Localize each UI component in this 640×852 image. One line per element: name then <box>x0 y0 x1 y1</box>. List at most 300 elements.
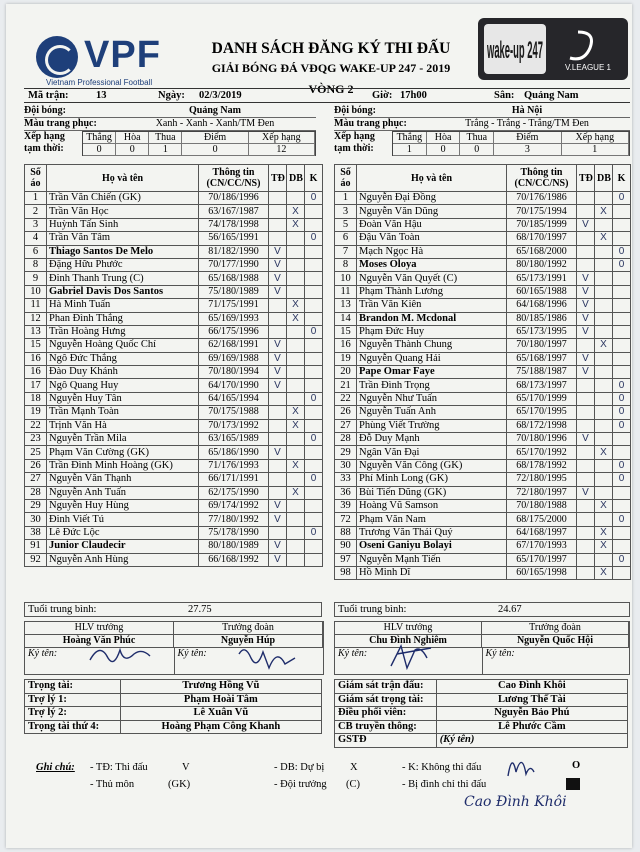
player-name: Hà Minh Tuấn <box>47 299 199 312</box>
player-name: Nguyễn Văn Dũng <box>357 205 507 218</box>
player-name: Đặng Hữu Phước <box>47 258 199 271</box>
official-label: Giám sát trọng tài: <box>335 693 437 707</box>
player-name: Phan Đình Thắng <box>47 312 199 325</box>
mark-k <box>613 325 631 338</box>
player-number: 10 <box>25 285 47 298</box>
player-name: Huỳnh Tấn Sinh <box>47 218 199 231</box>
mark-td: V <box>269 352 287 365</box>
mark-td: V <box>577 325 595 338</box>
mark-db <box>287 352 305 365</box>
player-name: Đỗ Duy Mạnh <box>357 433 507 446</box>
mark-db: X <box>595 205 613 218</box>
player-number: 16 <box>335 339 357 352</box>
mark-db <box>287 325 305 338</box>
mark-db <box>595 459 613 472</box>
table-row <box>25 486 323 499</box>
table-row <box>335 419 631 432</box>
mark-td <box>577 205 595 218</box>
note-ban: - Bị đình chỉ thi đấu <box>402 779 487 790</box>
table-row <box>335 339 631 352</box>
col-id-a: Thông tin <box>520 167 563 178</box>
mark-td <box>577 459 595 472</box>
col-no-a: Số <box>340 167 351 178</box>
player-number: 6 <box>335 232 357 245</box>
table-row <box>25 352 323 365</box>
mark-td <box>577 526 595 539</box>
player-number: 22 <box>335 392 357 405</box>
note-gk: - Thủ môn <box>90 779 135 790</box>
official-row <box>25 693 322 707</box>
table-row <box>335 459 631 472</box>
home-stats-grid <box>82 131 316 156</box>
mark-db <box>595 299 613 312</box>
mark-td <box>577 446 595 459</box>
mark-td <box>577 406 595 419</box>
mark-td <box>577 245 595 258</box>
note-db: - DB: Dự bị <box>274 762 325 773</box>
table-row <box>25 366 323 379</box>
player-name: Trần Mạnh Toàn <box>47 406 199 419</box>
player-number: 11 <box>335 285 357 298</box>
table-row <box>25 205 323 218</box>
mark-k <box>613 352 631 365</box>
mark-k <box>305 272 323 285</box>
table-row <box>335 486 631 499</box>
rank-label-line1: Xếp hạng <box>24 131 65 142</box>
table-row <box>335 232 631 245</box>
mark-k: 0 <box>305 473 323 486</box>
mark-k: 0 <box>613 379 631 392</box>
col-db: DB <box>595 165 613 192</box>
player-info: 68/170/1997 <box>507 232 577 245</box>
player-info: 62/168/1991 <box>199 339 269 352</box>
player-number: 26 <box>335 406 357 419</box>
roster-header-row <box>335 165 631 192</box>
official-row <box>25 720 322 734</box>
mark-k: 0 <box>613 192 631 205</box>
match-time: 17h00 <box>400 90 427 101</box>
player-name: Phạm Văn Cường (GK) <box>47 446 199 459</box>
away-leader-sign <box>483 648 630 674</box>
col-name: Họ và tên <box>47 165 199 192</box>
mark-db: X <box>595 540 613 553</box>
away-avg-age-value: 24.67 <box>498 604 522 615</box>
mark-db: X <box>595 232 613 245</box>
away-stat-value: 1 <box>393 144 427 156</box>
player-info: 75/188/1987 <box>507 366 577 379</box>
col-id <box>199 165 269 192</box>
round-label: VÒNG 2 <box>308 82 354 96</box>
home-avg-age <box>24 602 322 617</box>
player-name: Đoàn Văn Hậu <box>357 218 507 231</box>
mark-td <box>269 312 287 325</box>
away-coach-name: Chu Đình Nghiêm <box>335 635 482 648</box>
player-info: 80/180/1992 <box>507 258 577 271</box>
mark-db <box>595 553 613 566</box>
player-number: 6 <box>25 245 47 258</box>
stat-header: Xếp hạng <box>562 132 629 144</box>
mark-td: V <box>577 486 595 499</box>
official-row <box>335 693 628 707</box>
mark-k <box>613 285 631 298</box>
mark-db <box>595 245 613 258</box>
mark-db <box>595 272 613 285</box>
player-name: Ngô Quang Huy <box>47 379 199 392</box>
mark-k <box>305 339 323 352</box>
col-k: K <box>305 165 323 192</box>
mark-db <box>595 513 613 526</box>
table-row <box>25 446 323 459</box>
player-info: 66/171/1991 <box>199 473 269 486</box>
mark-td <box>269 526 287 539</box>
mark-db <box>595 486 613 499</box>
official-row <box>335 720 628 734</box>
player-name: Trần Văn Chiến (GK) <box>47 192 199 205</box>
mark-db <box>595 285 613 298</box>
mark-db: X <box>287 312 305 325</box>
player-info: 64/170/1990 <box>199 379 269 392</box>
mark-k <box>305 406 323 419</box>
mark-k <box>305 205 323 218</box>
official-name: Phạm Hoài Tâm <box>120 693 321 707</box>
player-info: 70/185/1999 <box>507 218 577 231</box>
table-row <box>335 258 631 271</box>
player-number: 28 <box>25 486 47 499</box>
col-id-b: (CN/CC/NS) <box>514 178 569 189</box>
mark-k <box>305 366 323 379</box>
sign-label: Ký tên: <box>177 648 207 659</box>
note-c-mark: (C) <box>346 779 360 790</box>
player-info: 68/172/1998 <box>507 419 577 432</box>
player-number: 15 <box>25 339 47 352</box>
mark-td <box>577 540 595 553</box>
match-no-label: Mã trận: <box>28 90 69 101</box>
home-stat-value: 0 <box>116 144 149 156</box>
table-row <box>335 473 631 486</box>
mark-td: V <box>577 218 595 231</box>
vpf-logo-text: VPF <box>84 34 161 76</box>
mark-db: X <box>595 339 613 352</box>
mark-k <box>305 218 323 231</box>
mark-db <box>287 526 305 539</box>
mark-db <box>287 232 305 245</box>
table-row <box>335 406 631 419</box>
home-stat-value: 0 <box>83 144 116 156</box>
mark-k <box>613 339 631 352</box>
player-name: Phạm Đức Huy <box>357 325 507 338</box>
player-number: 27 <box>335 419 357 432</box>
player-name: Nguyễn Anh Tuấn <box>47 486 199 499</box>
mark-k: 0 <box>305 192 323 205</box>
player-number: 12 <box>25 312 47 325</box>
stat-header: Hòa <box>116 132 149 144</box>
player-number: 4 <box>25 232 47 245</box>
player-info: 65/186/1990 <box>199 446 269 459</box>
mark-td <box>269 192 287 205</box>
mark-k: 0 <box>613 245 631 258</box>
stadium-label: Sân: <box>494 90 515 101</box>
col-no-b: áo <box>340 178 351 189</box>
table-row <box>25 339 323 352</box>
table-row <box>335 299 631 312</box>
mark-k: 0 <box>613 419 631 432</box>
player-info: 71/176/1993 <box>199 459 269 472</box>
home-kit: Xanh - Xanh - Xanh/TM Đen <box>155 118 275 130</box>
away-stats-grid <box>392 131 630 156</box>
player-name: Bùi Tiến Dũng (GK) <box>357 486 507 499</box>
mark-td <box>577 499 595 512</box>
mark-td <box>269 406 287 419</box>
mark-db <box>287 392 305 405</box>
player-info: 72/180/1997 <box>507 486 577 499</box>
notes-title: Ghi chú: <box>36 762 75 773</box>
mark-db <box>595 258 613 271</box>
player-info: 65/168/2000 <box>507 245 577 258</box>
player-name: Nguyễn Văn Quyết (C) <box>357 272 507 285</box>
col-no-a: Số <box>30 167 41 178</box>
mark-db: X <box>287 299 305 312</box>
mark-db <box>287 473 305 486</box>
mark-k <box>305 312 323 325</box>
table-row <box>25 272 323 285</box>
mark-db <box>287 379 305 392</box>
player-name: Đinh Thanh Trung (C) <box>47 272 199 285</box>
player-info: 63/165/1989 <box>199 433 269 446</box>
mark-db: X <box>287 218 305 231</box>
mark-td <box>269 205 287 218</box>
col-name: Họ và tên <box>357 165 507 192</box>
player-info: 70/186/1996 <box>199 192 269 205</box>
mark-db <box>287 366 305 379</box>
mark-db <box>595 325 613 338</box>
table-row <box>335 192 631 205</box>
official-row <box>335 734 628 748</box>
official-row <box>335 707 628 721</box>
player-info: 75/178/1990 <box>199 526 269 539</box>
mark-db: X <box>595 566 613 579</box>
kit-label: Màu trang phục: <box>24 118 97 130</box>
player-name: Trương Văn Thái Quý <box>357 526 507 539</box>
note-db-mark: X <box>350 762 358 773</box>
player-number: 8 <box>335 258 357 271</box>
home-coach-sign <box>25 648 175 674</box>
player-number: 36 <box>335 486 357 499</box>
mark-db <box>287 540 305 553</box>
table-row <box>25 232 323 245</box>
player-name: Mạch Ngọc Hà <box>357 245 507 258</box>
player-name: Hồ Minh Dĩ <box>357 566 507 579</box>
official-label: GSTĐ <box>335 734 437 748</box>
mark-k <box>305 513 323 526</box>
player-number: 17 <box>25 379 47 392</box>
player-number: 3 <box>25 218 47 231</box>
home-avg-age-value: 27.75 <box>188 604 212 615</box>
handwritten-name: Cao Đình Khôi <box>464 794 567 810</box>
mark-td: V <box>269 258 287 271</box>
player-number: 91 <box>25 540 47 553</box>
player-name: Nguyễn Thành Chung <box>357 339 507 352</box>
stat-header: Hòa <box>427 132 461 144</box>
home-coach-signature <box>85 640 155 672</box>
player-number: 20 <box>335 366 357 379</box>
table-row <box>25 192 323 205</box>
player-info: 74/178/1998 <box>199 218 269 231</box>
official-label: Giám sát trận đấu: <box>335 680 437 694</box>
mark-td <box>269 433 287 446</box>
col-id-a: Thông tin <box>212 167 255 178</box>
mark-k: 0 <box>613 473 631 486</box>
official-label: Trợ lý 1: <box>25 693 121 707</box>
mark-k: 0 <box>613 459 631 472</box>
mark-db: X <box>595 499 613 512</box>
table-row <box>335 352 631 365</box>
mark-db <box>595 406 613 419</box>
table-row <box>335 312 631 325</box>
table-row <box>335 526 631 539</box>
mark-k <box>613 446 631 459</box>
player-number: 72 <box>335 513 357 526</box>
player-number: 13 <box>25 325 47 338</box>
sign-label: Ký tên: <box>338 648 368 659</box>
mark-k <box>613 526 631 539</box>
player-name: Nguyễn Mạnh Tiến <box>357 553 507 566</box>
home-team-name: Quảng Nam <box>189 104 241 116</box>
table-row <box>25 433 323 446</box>
leader-label: Trưởng đoàn <box>174 622 323 635</box>
table-row <box>335 218 631 231</box>
player-number: 13 <box>335 299 357 312</box>
col-no-b: áo <box>30 178 41 189</box>
mark-td <box>269 299 287 312</box>
table-row <box>25 218 323 231</box>
player-info: 66/168/1992 <box>199 553 269 566</box>
mark-td: V <box>577 272 595 285</box>
ban-black-square-icon <box>566 778 580 790</box>
mark-db <box>595 352 613 365</box>
player-number: 19 <box>335 352 357 365</box>
mark-k <box>305 419 323 432</box>
player-number: 1 <box>335 192 357 205</box>
player-info: 70/175/1994 <box>507 205 577 218</box>
mark-db <box>595 433 613 446</box>
player-name: Nguyễn Hoàng Quốc Chí <box>47 339 199 352</box>
player-info: 70/180/1997 <box>507 339 577 352</box>
player-number: 38 <box>25 526 47 539</box>
mark-k <box>613 312 631 325</box>
mark-db <box>287 553 305 566</box>
col-k: K <box>613 165 631 192</box>
note-c: - Đội trưởng <box>274 779 327 790</box>
player-number: 16 <box>25 366 47 379</box>
player-info: 68/175/2000 <box>507 513 577 526</box>
mark-td: V <box>577 285 595 298</box>
player-name: Junior Claudecir <box>47 540 199 553</box>
player-info: 64/168/1997 <box>507 526 577 539</box>
page-title: DANH SÁCH ĐĂNG KÝ THI ĐẤU <box>211 40 451 57</box>
player-number: 14 <box>335 312 357 325</box>
player-info: 62/175/1990 <box>199 486 269 499</box>
stat-header: Thua <box>460 132 494 144</box>
player-number: 97 <box>335 553 357 566</box>
leader-label: Trưởng đoàn <box>482 622 629 635</box>
player-number: 11 <box>25 299 47 312</box>
table-row <box>335 499 631 512</box>
coach-label: HLV trưởng <box>335 622 482 635</box>
player-name: Brandon M. Mcdonal <box>357 312 507 325</box>
date-label: Ngày: <box>158 90 185 101</box>
player-name: Thiago Santos De Melo <box>47 245 199 258</box>
player-number: 15 <box>335 325 357 338</box>
player-number: 26 <box>25 459 47 472</box>
stat-header: Xếp hạng <box>249 132 315 144</box>
mark-db <box>595 419 613 432</box>
player-info: 60/165/1998 <box>507 566 577 579</box>
player-name: Pape Omar Faye <box>357 366 507 379</box>
wakeup-badge <box>478 18 628 80</box>
coach-label: HLV trưởng <box>25 622 174 635</box>
table-row <box>25 312 323 325</box>
player-info: 60/165/1988 <box>507 285 577 298</box>
mark-td <box>269 486 287 499</box>
mark-k <box>305 352 323 365</box>
table-row <box>25 499 323 512</box>
player-info: 70/176/1986 <box>507 192 577 205</box>
mark-k <box>305 258 323 271</box>
col-td: TĐ <box>269 165 287 192</box>
table-row <box>335 325 631 338</box>
mark-db: X <box>287 419 305 432</box>
table-row <box>25 379 323 392</box>
mark-k <box>613 205 631 218</box>
mark-db <box>287 285 305 298</box>
player-name: Nguyễn Quang Hải <box>357 352 507 365</box>
player-name: Nguyễn Như Tuấn <box>357 392 507 405</box>
team-label: Đội bóng: <box>24 104 66 116</box>
home-leader-sign <box>175 648 324 674</box>
player-name: Phạm Thành Lương <box>357 285 507 298</box>
away-roster-table <box>334 164 631 580</box>
mark-db <box>287 192 305 205</box>
mark-db: X <box>287 406 305 419</box>
away-kit: Trắng - Trắng - Trắng/TM Đen <box>465 118 589 130</box>
home-stat-value: 12 <box>249 144 315 156</box>
col-id <box>507 165 577 192</box>
mark-td <box>269 392 287 405</box>
home-stat-value: 1 <box>149 144 182 156</box>
player-info: 70/175/1988 <box>199 406 269 419</box>
mark-db <box>595 379 613 392</box>
time-label: Giờ: <box>372 90 393 101</box>
player-name: Trần Đình Trọng <box>357 379 507 392</box>
player-number: 25 <box>25 446 47 459</box>
player-number: 10 <box>335 272 357 285</box>
match-date: 02/3/2019 <box>199 90 242 101</box>
player-info: 65/168/1997 <box>507 352 577 365</box>
player-info: 63/167/1987 <box>199 205 269 218</box>
player-info: 66/175/1996 <box>199 325 269 338</box>
mark-td <box>577 553 595 566</box>
mark-k <box>305 459 323 472</box>
col-no <box>335 165 357 192</box>
player-name: Nguyễn Trần Mila <box>47 433 199 446</box>
away-avg-age <box>334 602 630 617</box>
official-name: Cao Đình Khôi <box>436 680 627 694</box>
mark-td <box>269 218 287 231</box>
home-coach-name: Hoàng Văn Phúc <box>25 635 174 648</box>
note-td: - TĐ: Thi đấu <box>90 762 148 773</box>
table-row <box>335 433 631 446</box>
player-info: 65/170/1992 <box>507 446 577 459</box>
